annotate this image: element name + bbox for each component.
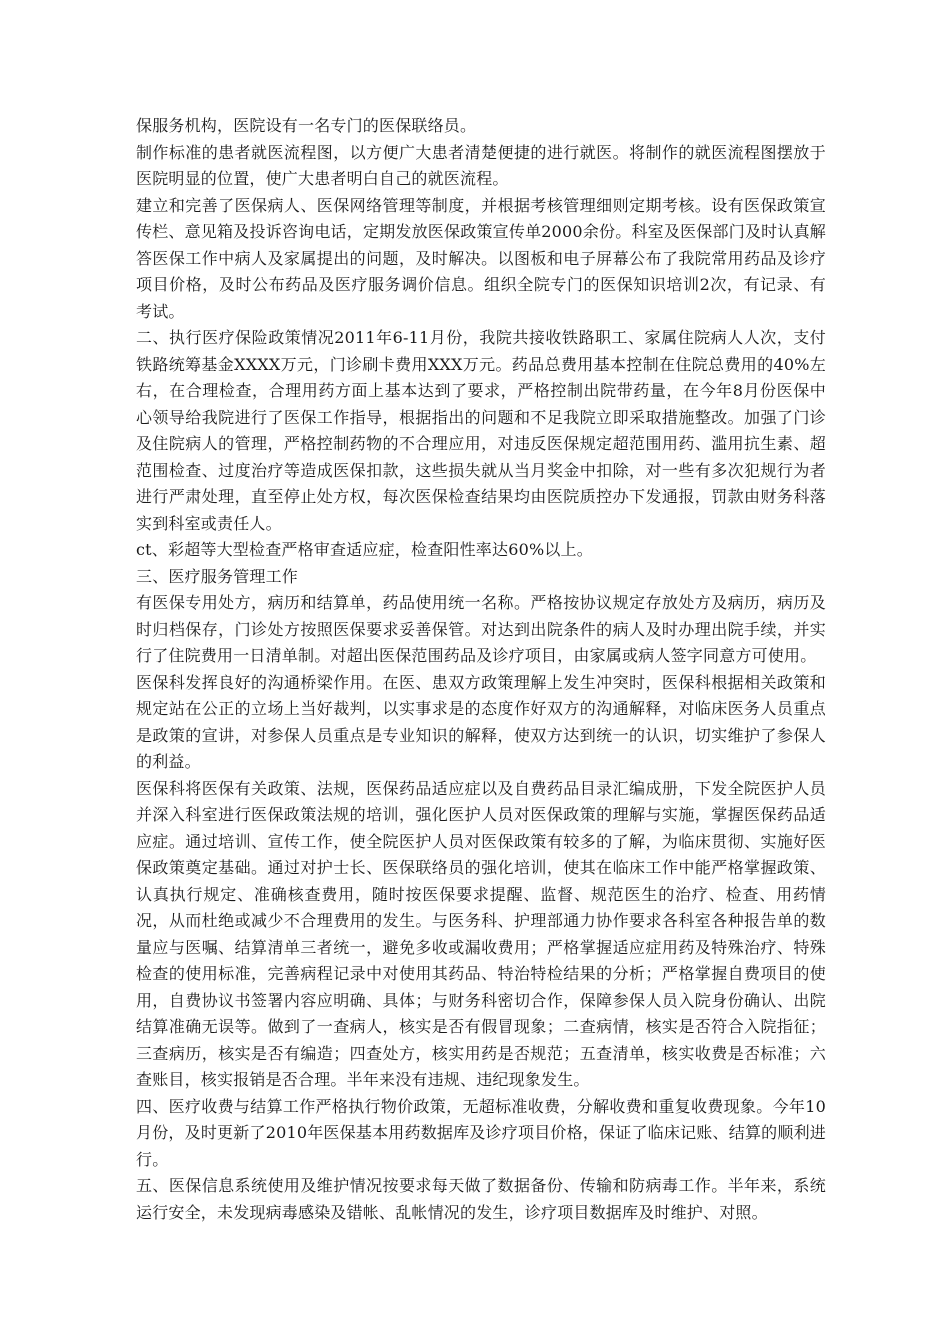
paragraph-2: 制作标准的患者就医流程图，以方便广大患者清楚便捷的进行就医。将制作的就医流程图摆放于医院明显的位置，使广大患者明白自己的就医流程。	[136, 142, 826, 188]
paragraph-1: 保服务机构，医院设有一名专门的医保联络员。	[136, 116, 477, 135]
paragraph-prescription: 有医保专用处方，病历和结算单，药品使用统一名称。严格按协议规定存放处方及病历，病历及时归档保存，门诊处方按照医保要求妥善保管。对达到出院条件的病人及时办理出院手续，并实行了住院费用一日清单制。对超出医保范围药品及诊疗项目，由家属或病人签字同意方可使用。	[136, 593, 826, 665]
section-5-paragraph: 五、医保信息系统使用及维护情况按要求每天做了数据备份、传输和防病毒工作。半年来，系统运行安全，未发现病毒感染及错帐、乱帐情况的发生，诊疗项目数据库及时维护、对照。	[136, 1176, 826, 1222]
section-2-paragraph: 二、执行医疗保险政策情况2011年6-11月份，我院共接收铁路职工、家属住院病人人次，支付铁路统筹基金XXXX万元，门诊刷卡费用XXX万元。药品总费用基本控制在住院总费用的40%左右，在合理检查，合理用药方面上基本达到了要求，严格控制出院带药量，在今年8月份医保中心领导给我院进行了医保工作指导，根据指出的问题和不足我院立即采取措施整改。加强了门诊及住院病人的管理，严格控制药物的不合理应用，对违反医保规定超范围用药、滥用抗生素、超范围检查、过度治疗等造成医保扣款，这些损失就从当月奖金中扣除，对一些有多次犯规行为者进行严肃处理，直至停止处方权，每次医保检查结果均由医院质控办下发通报，罚款由财务科落实到科室或责任人。	[136, 328, 826, 533]
paragraph-ct-check: ct、彩超等大型检查严格审查适应症，检查阳性率达60%以上。	[136, 540, 593, 559]
section-4-paragraph: 四、医疗收费与结算工作严格执行物价政策，无超标准收费，分解收费和重复收费现象。今年10月份，及时更新了2010年医保基本用药数据库及诊疗项目价格，保证了临床记账、结算的顺利进行。	[136, 1096, 826, 1169]
section-3-heading: 三、医疗服务管理工作	[136, 566, 299, 586]
paragraph-training: 医保科将医保有关政策、法规，医保药品适应症以及自费药品目录汇编成册，下发全院医护人员并深入科室进行医保政策法规的培训，强化医护人员对医保政策的理解与实施，掌握医保药品适应症。通过培训、宣传工作，使全院医护人员对医保政策有较多的了解，为临床贯彻、实施好医保政策奠定基础。通过对护士长、医保联络员的强化培训，使其在临床工作中能严格掌握政策、认真执行规定、准确核查费用，随时按医保要求提醒、监督、规范医生的治疗、检查、用药情况，从而杜绝或减少不合理费用的发生。与医务科、护理部通力协作要求各科室各种报告单的数量应与医嘱、结算清单三者统一，避免多收或漏收费用；严格掌握适应症用药及特殊治疗、特殊检查的使用标准，完善病程记录中对使用其药品、特治特检结果的分析；严格掌握自费项目的使用，自费协议书签署内容应明确、具体；与财务科密切合作，保障参保人员入院身份确认、出院结算准确无误等。做到了一查病人，核实是否有假冒现象；二查病情，核实是否符合入院指征；三查病历，核实是否有编造；四查处方，核实用药是否规范；五查清单，核实收费是否标准；六查账目，核实报销是否合理。半年来没有违规、违纪现象发生。	[136, 778, 826, 1089]
paragraph-communication: 医保科发挥良好的沟通桥梁作用。在医、患双方政策理解上发生冲突时，医保科根据相关政策和规定站在公正的立场上当好裁判，以实事求是的态度作好双方的沟通解释，对临床医务人员重点是政策的宣讲，对参保人员重点是专业知识的解释，使双方达到统一的认识，切实维护了参保人的利益。	[136, 672, 826, 771]
document-body	[136, 113, 826, 1226]
paragraph-3: 建立和完善了医保病人、医保网络管理等制度，并根据考核管理细则定期考核。设有医保政策宣传栏、意见箱及投诉咨询电话，定期发放医保政策宣传单2000余份。科室及医保部门及时认真解答医保工作中病人及家属提出的问题，及时解决。以图板和电子屏幕公布了我院常用药品及诊疗项目价格，及时公布药品及医疗服务调价信息。组织全院专门的医保知识培训2次，有记录、有考试。	[136, 195, 826, 321]
